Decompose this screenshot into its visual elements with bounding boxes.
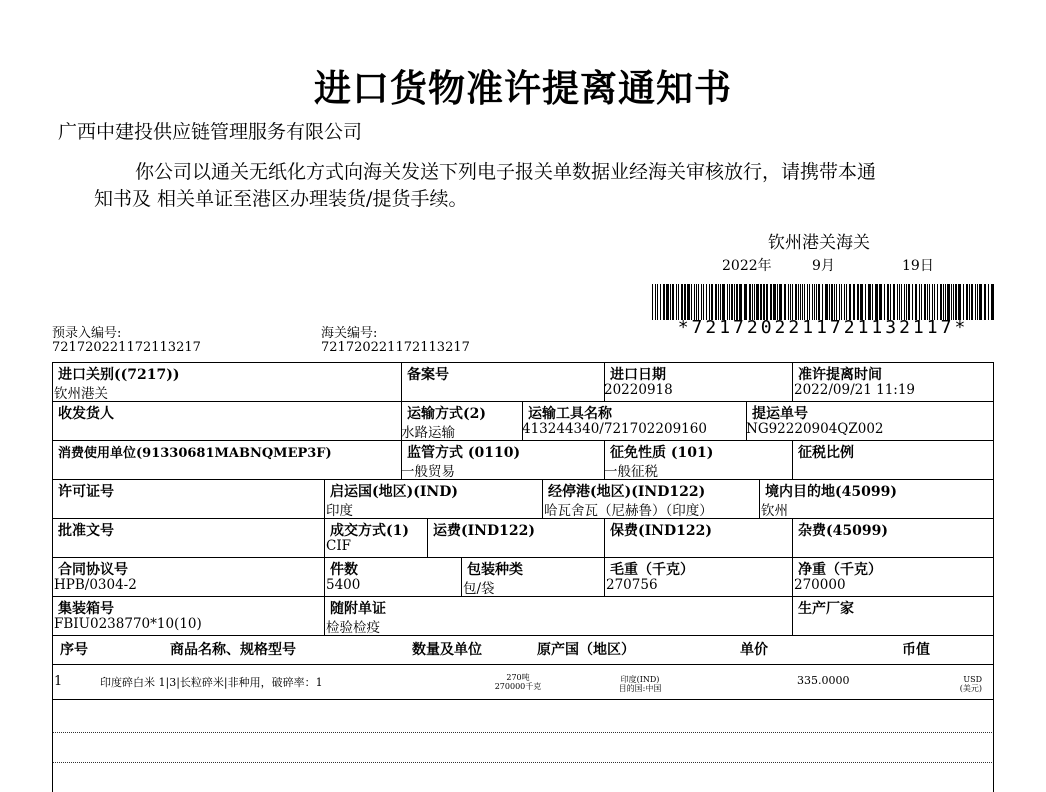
col-divider: [324, 596, 325, 635]
tax-nature-label: 征免性质 (101): [610, 445, 714, 461]
deal-mode-label: 成交方式(1): [330, 523, 409, 539]
barcode-bar: [971, 284, 973, 320]
table-border-right: [993, 362, 994, 792]
barcode-bar: [660, 284, 661, 320]
barcode-bar: [795, 284, 797, 320]
documents-value: 检验检疫: [326, 620, 380, 636]
barcode-bar: [670, 284, 671, 320]
barcode-bar: [687, 284, 690, 320]
barcode-bar: [906, 284, 907, 320]
barcode-bar: [798, 284, 799, 320]
tax-nature-value: 一般征税: [604, 464, 658, 480]
barcode-bar: [875, 284, 878, 320]
issuing-customs: 钦州港关海关: [768, 233, 870, 253]
barcode-bar: [846, 284, 847, 320]
barcode-bar: [825, 284, 828, 320]
barcode-bar: [868, 284, 871, 320]
barcode-bar: [912, 284, 913, 320]
barcode-bar: [809, 284, 810, 320]
barcode-bar: [715, 284, 717, 320]
barcode-bar: [684, 284, 686, 320]
gross-weight-label: 毛重（千克）: [610, 562, 694, 578]
contract-value: HPB/0304-2: [54, 577, 137, 593]
notice-line-1: 你公司以通关无纸化方式向海关发送下列电子报关单数据业经海关审核放行，请携带本通: [135, 161, 877, 183]
barcode-bar: [979, 284, 982, 320]
barcode-bar: [663, 284, 665, 320]
barcode-bar: [940, 284, 942, 320]
goods-item-seq: 1: [54, 674, 63, 689]
page-title: 进口货物准许提离通知书: [314, 66, 732, 110]
date-month: 9月: [812, 258, 835, 274]
record-no-label: 备案号: [407, 367, 449, 383]
barcode-bar: [736, 284, 738, 320]
barcode-bar: [696, 284, 697, 320]
goods-item-price: 335.0000: [797, 674, 850, 687]
barcode-bar: [984, 284, 986, 320]
barcode-bar: [657, 284, 658, 320]
col-divider: [324, 479, 325, 518]
barcode-bar: [691, 284, 692, 320]
barcode-bar: [872, 284, 873, 320]
barcode-bar: [792, 284, 793, 320]
barcode-bar: [814, 284, 815, 320]
goods-item-destination: 目的国:中国: [618, 684, 662, 693]
goods-item-currency-name: (美元): [959, 684, 982, 693]
barcode-bar: [836, 284, 837, 320]
barcode-bar: [784, 284, 786, 320]
container-label: 集装箱号: [58, 601, 114, 617]
consignee-label: 收发货人: [58, 406, 114, 422]
barcode-bar: [807, 284, 808, 320]
barcode-bar: [865, 284, 866, 320]
barcode-bar: [991, 284, 994, 320]
misc-fee-label: 杂费(45099): [798, 523, 888, 539]
pre-entry-value: 721720221172113217: [52, 340, 201, 355]
notice-line-2: 知书及 相关单证至港区办理装货/提货手续。: [94, 188, 468, 210]
barcode-bar: [722, 284, 725, 320]
barcode-bar: [904, 284, 905, 320]
import-date-value: 20220918: [604, 382, 673, 398]
col-divider: [324, 557, 325, 596]
barcode-bar: [884, 284, 885, 320]
company-name: 广西中建投供应链管理服务有限公司: [58, 121, 363, 143]
barcode-bar: [756, 284, 759, 320]
barcode-bar: [676, 284, 677, 320]
barcode-bar: [853, 284, 855, 320]
col-divider: [792, 518, 793, 557]
barcode-bar: [766, 284, 768, 320]
barcode-bar: [831, 284, 833, 320]
barcode-bar: [718, 284, 719, 320]
barcode-bar: [818, 284, 820, 320]
barcode-bar: [731, 284, 733, 320]
col-divider: [759, 479, 760, 518]
dotted-row-divider: [52, 732, 994, 733]
import-date-label: 进口日期: [610, 367, 666, 383]
col-divider: [604, 518, 605, 557]
barcode-bar: [779, 284, 782, 320]
approval-no-label: 批准文号: [58, 523, 114, 539]
goods-item-currency-code: USD: [963, 675, 982, 684]
barcode-bar: [734, 284, 735, 320]
barcode-bar: [841, 284, 842, 320]
goods-header-name: 商品名称、规格型号: [170, 642, 296, 658]
barcode-bar: [927, 284, 928, 320]
row-divider: [52, 596, 994, 597]
barcode-bar: [943, 284, 944, 320]
customs-no-value: 721720221172113217: [321, 340, 470, 355]
barcode-bar: [763, 284, 765, 320]
barcode-bar: [773, 284, 776, 320]
row-divider: [52, 362, 994, 363]
goods-item-qty-secondary: 270000千克: [494, 682, 542, 691]
date-day: 19日: [902, 258, 934, 274]
col-divider: [461, 557, 462, 596]
destination-value: 钦州: [761, 503, 788, 519]
barcode-bar: [969, 284, 970, 320]
barcode-bar: [977, 284, 978, 320]
barcode-bar: [947, 284, 950, 320]
deal-mode-value: CIF: [326, 538, 352, 554]
col-divider: [427, 518, 428, 557]
via-port-value: 哈瓦舍瓦（尼赫鲁）（印度）: [544, 503, 713, 519]
barcode-bar: [988, 284, 989, 320]
row-divider: [52, 518, 994, 519]
goods-header-origin: 原产国（地区）: [537, 642, 635, 658]
barcode-bar: [694, 284, 695, 320]
row-divider: [52, 401, 994, 402]
barcode-bar: [678, 284, 679, 320]
barcode-bar: [887, 284, 889, 320]
consumer-label: 消费使用单位(91330681MABNQMEP3F): [58, 446, 332, 461]
col-divider: [542, 479, 543, 518]
barcode-bar: [802, 284, 803, 320]
manufacturer-label: 生产厂家: [798, 601, 854, 617]
goods-item-qty-primary: 270吨: [506, 673, 530, 682]
vessel-label: 运输工具名称: [528, 406, 612, 422]
vessel-value: 413244340/721702209160: [522, 421, 707, 437]
row-divider: [52, 664, 994, 665]
net-weight-label: 净重（千克）: [798, 562, 882, 578]
barcode-bar: [955, 284, 957, 320]
date-year: 2022年: [722, 258, 772, 274]
barcode-bar: [703, 284, 704, 320]
import-port-label: 进口关别((7217)): [58, 367, 180, 383]
barcode-bar: [804, 284, 805, 320]
barcode-bar: [754, 284, 755, 320]
barcode-bar: [777, 284, 778, 320]
transport-mode-value: 水路运输: [401, 425, 455, 441]
documents-label: 随附单证: [330, 601, 386, 617]
col-divider: [792, 596, 793, 635]
barcode-bar: [834, 284, 835, 320]
barcode-bar: [924, 284, 926, 320]
supervision-value: 一般贸易: [401, 464, 455, 480]
row-divider: [52, 440, 994, 441]
barcode-bar: [893, 284, 895, 320]
row-divider: [52, 699, 994, 700]
barcode-image: [652, 284, 994, 320]
barcode-bar: [752, 284, 753, 320]
goods-header-seq: 序号: [60, 642, 88, 658]
supervision-label: 监管方式 (0110): [407, 445, 521, 461]
barcode-bar: [711, 284, 713, 320]
declaration-table: [52, 362, 994, 792]
barcode-bar: [652, 284, 653, 320]
goods-item-origin: 印度(IND): [620, 675, 660, 684]
barcode-bar: [800, 284, 801, 320]
goods-item-name: 印度碎白米 1|3|长粒碎米|非种用，破碎率：1: [100, 676, 323, 689]
barcode-bar: [698, 284, 699, 320]
barcode-bar: [829, 284, 830, 320]
release-time-value: 2022/09/21 11:19: [794, 382, 916, 398]
barcode-bar: [844, 284, 845, 320]
bill-no-label: 提运单号: [752, 406, 808, 422]
row-divider: [52, 479, 994, 480]
col-divider: [604, 557, 605, 596]
barcode-bar: [681, 284, 683, 320]
goods-header-currency: 币值: [902, 642, 930, 658]
barcode-text: *7217202211721132117*: [677, 317, 969, 338]
barcode-bar: [958, 284, 961, 320]
barcode-bar: [672, 284, 674, 320]
transport-mode-label: 运输方式(2): [407, 406, 486, 422]
col-divider: [401, 362, 402, 401]
barcode-bar: [720, 284, 721, 320]
license-label: 许可证号: [58, 484, 114, 500]
package-value: 包/袋: [463, 581, 495, 597]
barcode-bar: [822, 284, 823, 320]
barcode-bar: [953, 284, 954, 320]
table-border-left: [52, 362, 53, 792]
contract-label: 合同协议号: [58, 562, 128, 578]
barcode-bar: [897, 284, 898, 320]
pre-entry-label: 预录入编号:: [52, 326, 122, 341]
import-port-value: 钦州港关: [54, 386, 108, 402]
barcode-bar: [770, 284, 772, 320]
col-divider: [792, 440, 793, 479]
barcode-bar: [744, 284, 747, 320]
barcode-bar: [727, 284, 728, 320]
row-divider: [52, 635, 994, 636]
barcode-bar: [790, 284, 791, 320]
dotted-row-divider: [52, 762, 994, 763]
col-divider: [792, 362, 793, 401]
origin-country-value: 印度: [326, 503, 353, 519]
bill-no-value: NG92220904QZ002: [746, 421, 884, 437]
barcode-bar: [934, 284, 935, 320]
barcode-bar: [932, 284, 933, 320]
barcode-bar: [929, 284, 930, 320]
barcode-bar: [937, 284, 938, 320]
barcode-bar: [860, 284, 863, 320]
row-divider: [52, 557, 994, 558]
barcode-bar: [908, 284, 910, 320]
barcode-bar: [951, 284, 952, 320]
barcode-bar: [816, 284, 817, 320]
package-label: 包装种类: [467, 562, 523, 578]
pieces-value: 5400: [326, 577, 361, 593]
col-divider: [324, 518, 325, 557]
barcode-bar: [760, 284, 762, 320]
barcode-bar: [739, 284, 742, 320]
barcode-bar: [655, 284, 656, 320]
freight-label: 运费(IND122): [433, 523, 535, 539]
col-divider: [792, 557, 793, 596]
via-port-label: 经停港(地区)(IND122): [548, 484, 706, 500]
barcode-bar: [899, 284, 900, 320]
barcode-bar: [945, 284, 946, 320]
barcode-bar: [666, 284, 669, 320]
barcode-bar: [919, 284, 920, 320]
barcode-bar: [966, 284, 968, 320]
release-time-label: 准许提离时间: [798, 367, 882, 383]
barcode-bar: [857, 284, 859, 320]
pieces-label: 件数: [330, 562, 358, 578]
barcode-bar: [915, 284, 917, 320]
barcode-bar: [839, 284, 840, 320]
customs-no-label: 海关编号:: [321, 326, 378, 341]
barcode-bar: [701, 284, 702, 320]
barcode-bar: [749, 284, 751, 320]
barcode-bar: [729, 284, 730, 320]
destination-label: 境内目的地(45099): [765, 484, 897, 500]
barcode-bar: [975, 284, 976, 320]
gross-weight-value: 270756: [606, 577, 658, 593]
barcode-bar: [849, 284, 851, 320]
barcode-bar: [879, 284, 882, 320]
goods-header-qty: 数量及单位: [412, 642, 482, 658]
origin-country-label: 启运国(地区)(IND): [330, 484, 458, 500]
barcode-bar: [901, 284, 902, 320]
goods-header-price: 单价: [740, 642, 768, 658]
tax-ratio-label: 征税比例: [798, 445, 854, 461]
barcode-bar: [706, 284, 707, 320]
barcode-bar: [921, 284, 922, 320]
container-value: FBIU0238770*10(10): [54, 616, 202, 632]
barcode-bar: [788, 284, 789, 320]
insurance-label: 保费(IND122): [610, 523, 712, 539]
net-weight-value: 270000: [794, 577, 846, 593]
barcode-bar: [890, 284, 891, 320]
barcode-bar: [812, 284, 813, 320]
barcode-bar: [963, 284, 964, 320]
barcode-bar: [709, 284, 710, 320]
